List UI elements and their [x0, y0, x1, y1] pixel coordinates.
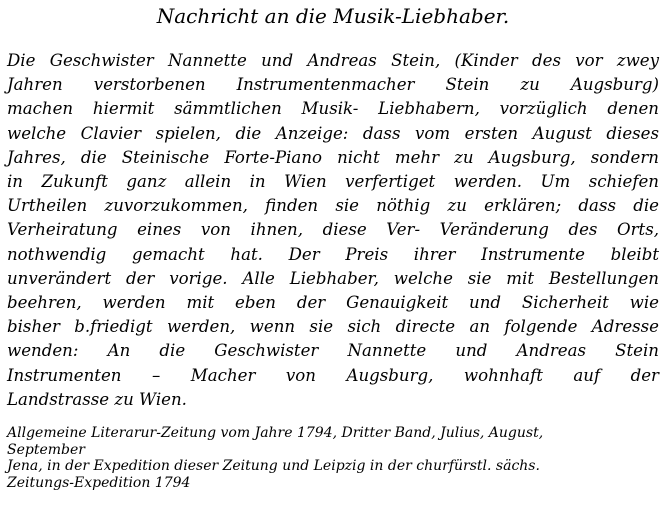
body-line: nothwendig gemacht hat. Der Preis ihrer Instrumente bleibt [7, 244, 659, 264]
body-line: welche Clavier spielen, die Anzeige: dass vom ersten August dieses [7, 123, 659, 143]
citation-line: Zeitungs-Expedition 1794 [7, 474, 191, 491]
source-citation [7, 425, 659, 491]
body-line: wenden: An die Geschwister Nannette und Andreas Stein [7, 341, 659, 361]
citation-line: September [7, 441, 85, 458]
body-line: machen hiermit sämmtlichen Musik- Liebhabern, vorzüglich denen [7, 99, 659, 119]
body-line: unverändert der vorige. Alle Liebhaber, welche sie mit Bestellungen [7, 268, 659, 288]
page-title: Nachricht an die Musik-Liebhaber. [156, 4, 510, 28]
body-line: Die Geschwister Nannette und Andreas Stein, (Kinder des vor zwey [7, 51, 659, 70]
body-line: Verheiratung eines von ihnen, diese Ver- Veränderung des Orts, [7, 220, 659, 240]
body-line: bisher b.friedigt werden, wenn sie sich directe an folgende Adresse [7, 317, 659, 337]
body-line: in Zukunft ganz allein in Wien verfertiget werden. Um schiefen [7, 172, 659, 192]
body-line: Jahren verstorbenen Instrumentenmacher Stein zu Augsburg) [7, 75, 659, 95]
announcement-body [7, 49, 659, 412]
body-line: Instrumenten – Macher von Augsburg, wohnhaft auf der [7, 365, 659, 385]
citation-line: Allgemeine Literarur-Zeitung vom Jahre 1794, Dritter Band, Julius, August, [7, 425, 544, 441]
body-line: beehren, werden mit eben der Genauigkeit und Sicherheit wie [7, 293, 659, 313]
body-line: Urtheilen zuvorzukommen, finden sie nöthig zu erklären; dass die [7, 196, 659, 216]
body-line: Landstrasse zu Wien. [7, 389, 187, 409]
citation-line: Jena, in der Expedition dieser Zeitung und Leipzig in der churfürstl. sächs. [7, 458, 540, 474]
body-line: Jahres, die Steinische Forte-Piano nicht mehr zu Augsburg, sondern [7, 147, 659, 167]
